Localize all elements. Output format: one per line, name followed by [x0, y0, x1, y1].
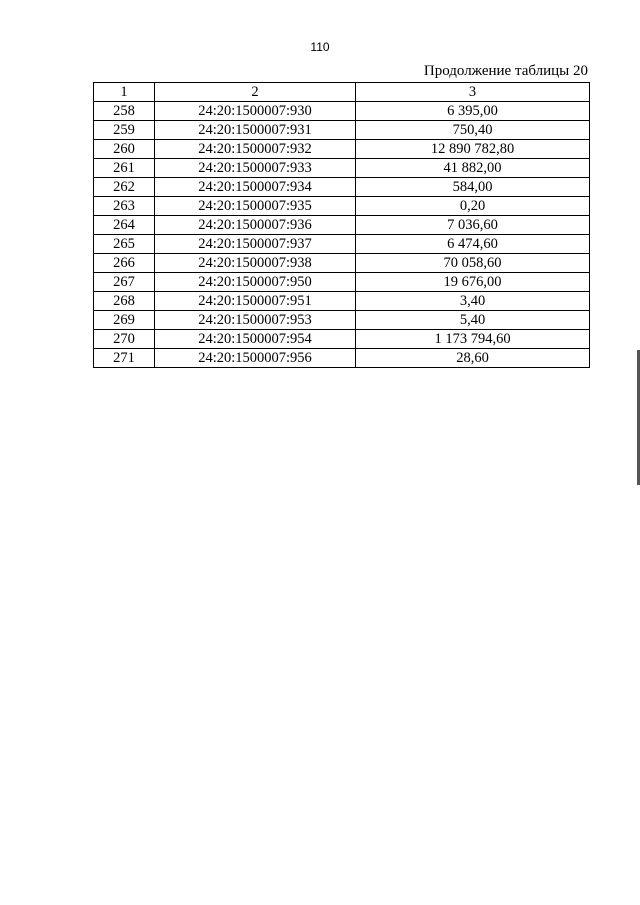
cadastral-number-cell: 24:20:1500007:933 [155, 159, 356, 178]
value-cell: 584,00 [356, 178, 590, 197]
table-row [94, 235, 590, 254]
cadastral-number-cell: 24:20:1500007:932 [155, 140, 356, 159]
table-row [94, 330, 590, 349]
cadastral-number-cell: 24:20:1500007:951 [155, 292, 356, 311]
row-number-cell: 270 [94, 330, 155, 349]
column-header: 1 [94, 83, 155, 102]
value-cell: 70 058,60 [356, 254, 590, 273]
column-header: 3 [356, 83, 590, 102]
cadastral-number-cell: 24:20:1500007:931 [155, 121, 356, 140]
row-number-cell: 265 [94, 235, 155, 254]
table-body [94, 102, 590, 368]
cadastral-number-cell: 24:20:1500007:950 [155, 273, 356, 292]
value-cell: 1 173 794,60 [356, 330, 590, 349]
row-number-cell: 269 [94, 311, 155, 330]
value-cell: 12 890 782,80 [356, 140, 590, 159]
cadastral-number-cell: 24:20:1500007:937 [155, 235, 356, 254]
value-cell: 5,40 [356, 311, 590, 330]
table-row [94, 159, 590, 178]
value-cell: 750,40 [356, 121, 590, 140]
table-row [94, 102, 590, 121]
page-number: 110 [310, 40, 330, 54]
value-cell: 19 676,00 [356, 273, 590, 292]
row-number-cell: 264 [94, 216, 155, 235]
header-row [94, 83, 590, 102]
table-row [94, 178, 590, 197]
table-row [94, 273, 590, 292]
table-row [94, 349, 590, 368]
value-cell: 6 474,60 [356, 235, 590, 254]
data-table [93, 82, 590, 368]
row-number-cell: 260 [94, 140, 155, 159]
cadastral-number-cell: 24:20:1500007:954 [155, 330, 356, 349]
cadastral-number-cell: 24:20:1500007:938 [155, 254, 356, 273]
row-number-cell: 262 [94, 178, 155, 197]
row-number-cell: 268 [94, 292, 155, 311]
table-row [94, 254, 590, 273]
cadastral-number-cell: 24:20:1500007:953 [155, 311, 356, 330]
value-cell: 7 036,60 [356, 216, 590, 235]
table-row [94, 140, 590, 159]
cadastral-number-cell: 24:20:1500007:935 [155, 197, 356, 216]
value-cell: 28,60 [356, 349, 590, 368]
table-row [94, 311, 590, 330]
cadastral-number-cell: 24:20:1500007:956 [155, 349, 356, 368]
table-row [94, 292, 590, 311]
value-cell: 41 882,00 [356, 159, 590, 178]
row-number-cell: 267 [94, 273, 155, 292]
row-number-cell: 258 [94, 102, 155, 121]
table-row [94, 121, 590, 140]
table-row [94, 216, 590, 235]
table-row [94, 197, 590, 216]
table-caption: Продолжение таблицы 20 [423, 63, 588, 79]
row-number-cell: 266 [94, 254, 155, 273]
cadastral-number-cell: 24:20:1500007:934 [155, 178, 356, 197]
column-header: 2 [155, 83, 356, 102]
row-number-cell: 263 [94, 197, 155, 216]
value-cell: 6 395,00 [356, 102, 590, 121]
table-header [94, 83, 590, 102]
value-cell: 0,20 [356, 197, 590, 216]
value-cell: 3,40 [356, 292, 590, 311]
row-number-cell: 261 [94, 159, 155, 178]
cadastral-number-cell: 24:20:1500007:936 [155, 216, 356, 235]
cadastral-number-cell: 24:20:1500007:930 [155, 102, 356, 121]
row-number-cell: 259 [94, 121, 155, 140]
row-number-cell: 271 [94, 349, 155, 368]
